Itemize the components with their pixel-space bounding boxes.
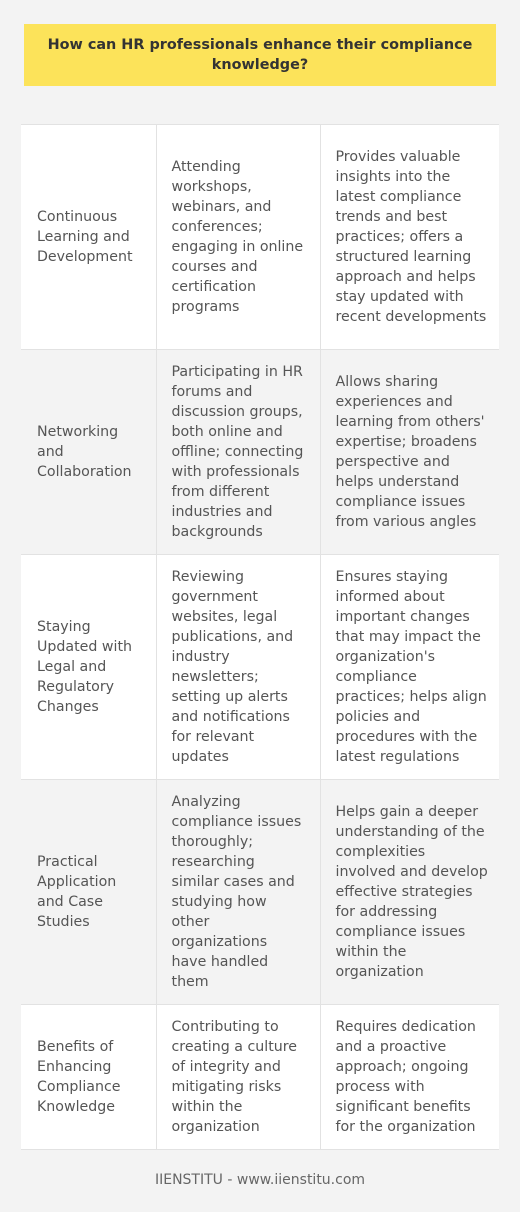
methods-cell: Contributing to creating a culture of integrity and mitigating risks within the organization <box>156 1005 320 1150</box>
methods-cell: Attending workshops, webinars, and conferences; engaging in online courses and certification programs <box>156 125 320 350</box>
footer-credit: IIENSTITU - www.iienstitu.com <box>154 1172 366 1188</box>
benefits-cell: Allows sharing experiences and learning from others' expertise; broadens perspective and helps understand compliance issues from various angles <box>320 350 499 555</box>
topic-cell: Practical Application and Case Studies <box>21 780 156 1005</box>
topic-cell: Benefits of Enhancing Compliance Knowledge <box>21 1005 156 1150</box>
page-title: How can HR professionals enhance their compliance knowledge? <box>24 24 496 86</box>
topic-cell: Staying Updated with Legal and Regulatory Changes <box>21 555 156 780</box>
table-row <box>21 350 499 555</box>
benefits-cell: Helps gain a deeper understanding of the complexities involved and develop effective strategies for addressing compliance issues within the organization <box>320 780 499 1005</box>
topic-cell: Networking and Collaboration <box>21 350 156 555</box>
benefits-cell: Provides valuable insights into the latest compliance trends and best practices; offers a structured learning approach and helps stay updated with recent developments <box>320 125 499 350</box>
methods-cell: Analyzing compliance issues thoroughly; researching similar cases and studying how other organizations have handled them <box>156 780 320 1005</box>
methods-cell: Reviewing government websites, legal publications, and industry newsletters; setting up alerts and notifications for relevant updates <box>156 555 320 780</box>
benefits-cell: Requires dedication and a proactive approach; ongoing process with significant benefits for the organization <box>320 1005 499 1150</box>
table-row <box>21 125 499 350</box>
table-row <box>21 780 499 1005</box>
topic-cell: Continuous Learning and Development <box>21 125 156 350</box>
table-row <box>21 1005 499 1150</box>
table-row <box>21 555 499 780</box>
benefits-cell: Ensures staying informed about important changes that may impact the organization's compliance practices; helps align policies and procedures with the latest regulations <box>320 555 499 780</box>
methods-cell: Participating in HR forums and discussion groups, both online and offline; connecting with professionals from different industries and backgrounds <box>156 350 320 555</box>
compliance-table <box>21 124 499 1150</box>
